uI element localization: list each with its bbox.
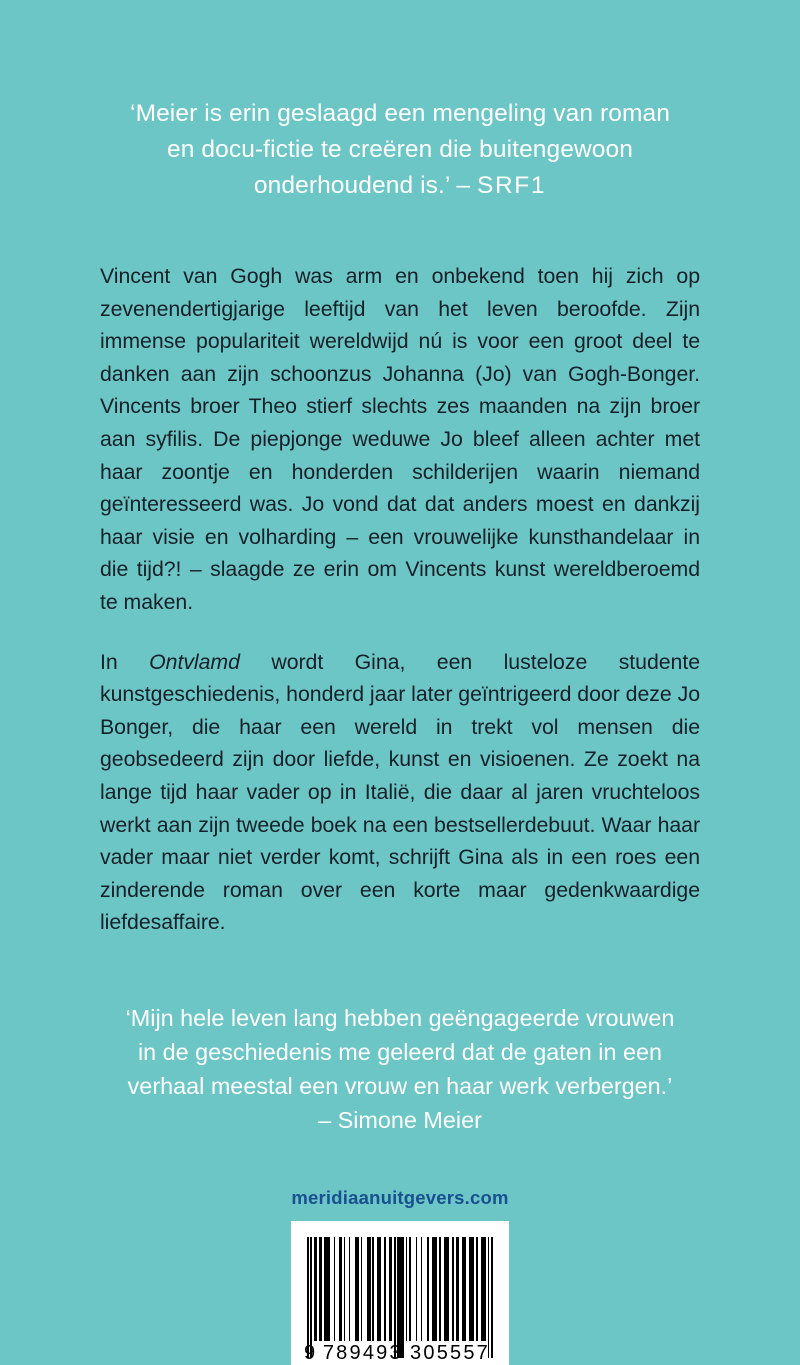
barcode-bar — [324, 1237, 331, 1341]
quote-bottom-line-3: verhaal meestal een vrouw en haar werk verbergen.’ — [127, 1072, 673, 1099]
barcode — [291, 1221, 509, 1365]
blurb-p2-prefix: In — [100, 649, 150, 674]
barcode-bar — [491, 1237, 493, 1358]
quote-bottom-attribution: – Simone Meier — [318, 1106, 482, 1133]
quote-bottom-line-1: ‘Mijn hele leven lang hebben geëngageerde vrouwen — [125, 1004, 675, 1031]
quote-top-line-3-text: onderhoudend is.’ – — [253, 172, 478, 199]
barcode-digits-group-1: 789493 — [322, 1341, 403, 1364]
quote-top-line-2: en docu-fictie te creëren die buitengewoon — [167, 136, 633, 163]
barcode-digits-group-2: 305557 — [410, 1341, 490, 1364]
blurb-text — [100, 260, 700, 939]
blurb-paragraph-2 — [100, 646, 700, 939]
book-title-italic: Ontvlamd — [149, 649, 240, 674]
barcode-bars — [307, 1237, 493, 1341]
barcode-digit-left: 9 — [304, 1341, 316, 1364]
quote-source-srf1: SRF1 — [477, 172, 547, 199]
publisher-website-link[interactable]: meridiaanuitgevers.com — [291, 1186, 509, 1208]
bottom-author-quote — [80, 1001, 720, 1137]
top-review-quote — [90, 96, 710, 204]
quote-bottom-line-2: in de geschiedenis me geleerd dat de gaten in een — [137, 1038, 663, 1065]
barcode-digits — [302, 1342, 498, 1365]
quote-top-line-1: ‘Meier is erin geslaagd een mengeling van roman — [130, 100, 670, 127]
barcode-bar — [397, 1237, 404, 1358]
quote-top-line-3 — [90, 168, 710, 204]
blurb-paragraph-1: Vincent van Gogh was arm en onbekend toen hij zich op zevenendertigjarige leeftijd van het leven beroofde. Zijn immense populariteit wereldwijd nú is voor een groot deel te danken aan zijn schoonzus Johanna (Jo) van Gogh-Bonger. Vincents broer Theo stierf slechts zes maanden na zijn broer aan syfilis. De piepjonge weduwe Jo bleef alleen achter met haar zoontje en honderden schilderijen waarin niemand geïnteresseerd was. Jo vond dat dat anders moest en dankzij haar visie en volharding – een vrouwelijke kunsthandelaar in die tijd?! – slaagde ze erin om Vincents kunst wereldberoemd te maken. — [100, 264, 700, 614]
blurb-p2-rest: wordt Gina, een lusteloze studente kunstgeschiedenis, honderd jaar later geïntrigeerd door deze Jo Bonger, die haar een wereld in trekt vol mensen die geobsedeerd zijn door liefde, kunst en visioenen. Ze zoekt na lange tijd haar vader op in Italië, die daar al jaren vruchteloos werkt aan zijn tweede boek na een bestsellerdebuut. Waar haar vader maar niet verder komt, schrijft Gina als in een roes een zinderende roman over een korte maar gedenkwaardige liefdesaffaire. — [100, 649, 701, 935]
